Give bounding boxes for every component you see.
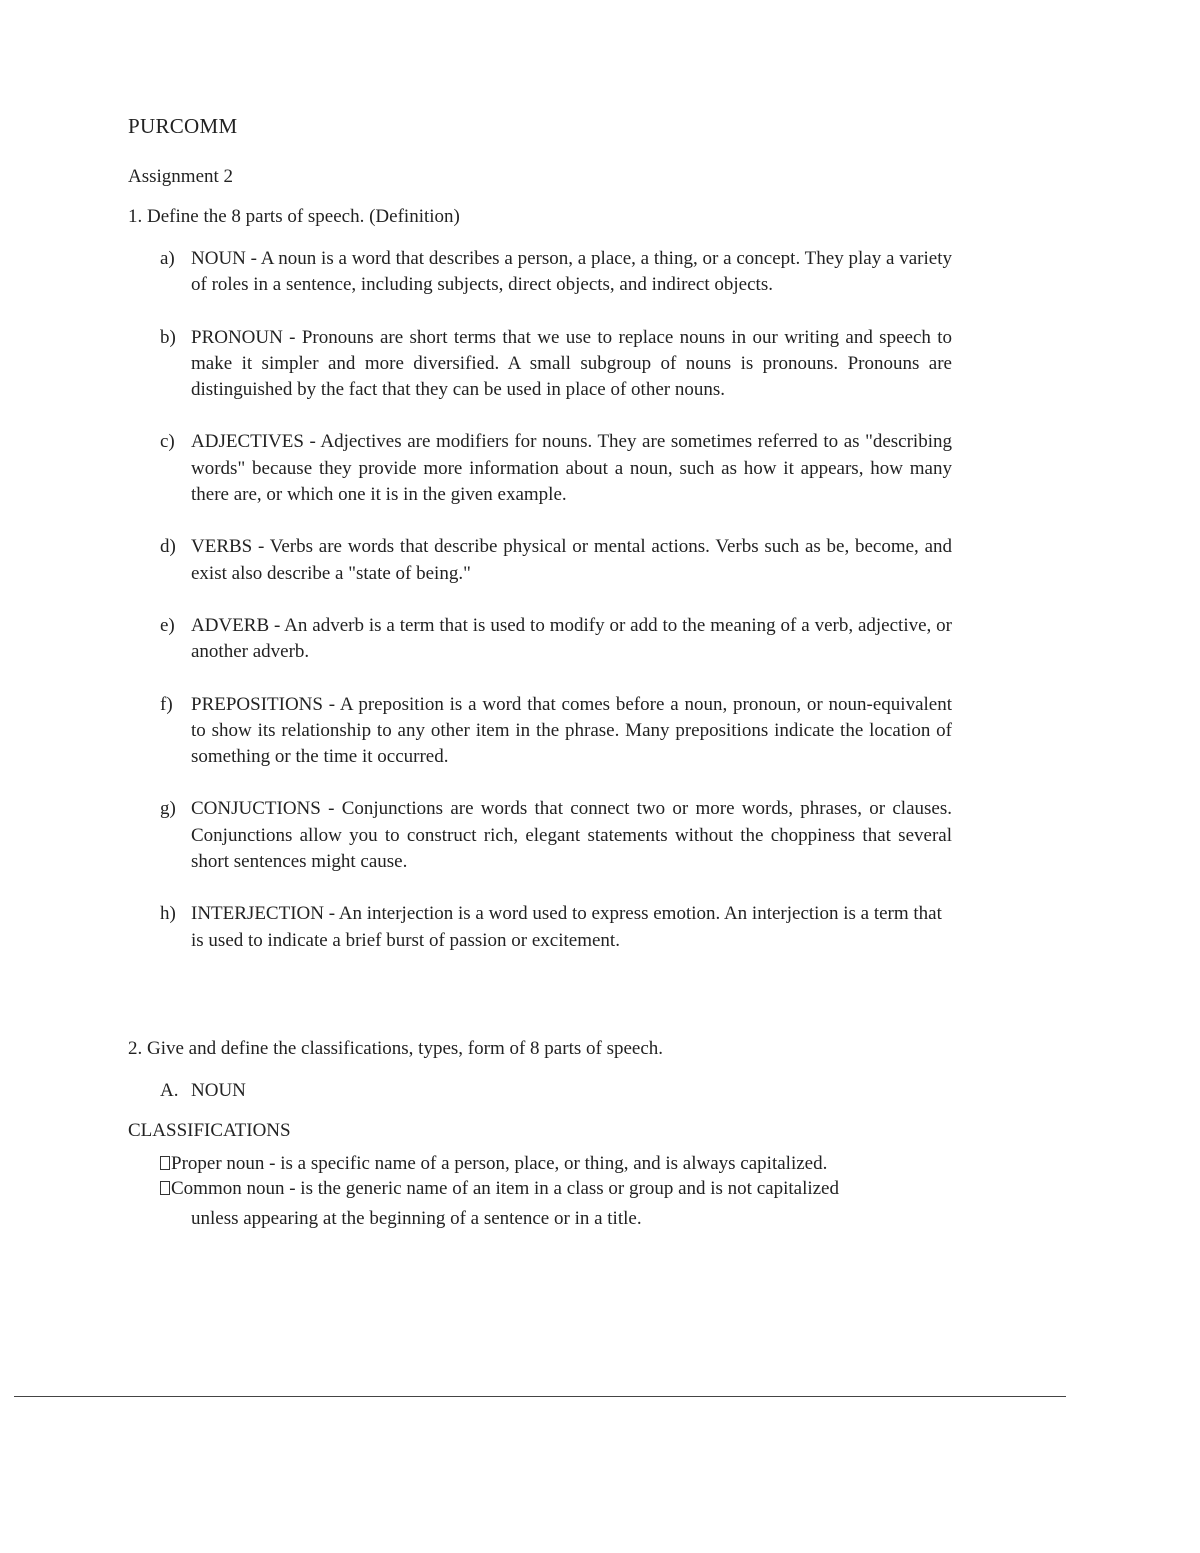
classifications-heading: CLASSIFICATIONS: [128, 1120, 291, 1141]
definition-text: PRONOUN - Pronouns are short terms that we use to replace nouns in our writing and speech to make it simpler and more diversified. A small subgroup of nouns is pronouns. Pronouns are distinguished by the fact that they can be used in place of other nouns.: [191, 326, 952, 401]
definition-conjunctions: [160, 796, 952, 875]
list-marker: h): [160, 903, 176, 925]
definition-noun: [160, 246, 952, 299]
definition-verbs: [160, 534, 952, 587]
section-a-heading: [160, 1080, 246, 1102]
definition-text: ADVERB - An adverb is a term that is used to modify or add to the meaning of a verb, adjective, or another adverb.: [191, 614, 952, 663]
list-marker: g): [160, 798, 176, 820]
list-marker: b): [160, 326, 176, 348]
list-marker: d): [160, 536, 176, 558]
bullet-common-noun: [160, 1176, 960, 1201]
section-title: NOUN: [191, 1080, 246, 1101]
list-marker: a): [160, 248, 175, 269]
classification-bullets: [160, 1151, 960, 1231]
list-marker: f): [160, 693, 173, 715]
definitions-list: [160, 246, 952, 980]
definition-interjection: [160, 901, 952, 954]
missing-glyph-box-icon: [160, 1156, 170, 1170]
definition-adverb: [160, 613, 952, 666]
definition-text: NOUN - A noun is a word that describes a person, a place, a thing, or a concept. They play a variety of roles in a sentence, including subjects, direct objects, and indirect objects.: [191, 248, 952, 296]
bullet-text: Common noun - is the generic name of an item in a class or group and is not capitalized: [171, 1178, 839, 1199]
missing-glyph-box-icon: [160, 1181, 170, 1195]
definition-text: CONJUCTIONS - Conjunctions are words that connect two or more words, phrases, or clauses. Conjunctions allow you to construct rich, elegant statements without the choppiness that several short sentences might cause.: [191, 798, 952, 873]
definition-text: INTERJECTION - An interjection is a word used to express emotion. An interjection is a term that is used to indicate a brief burst of passion or excitement.: [191, 903, 942, 951]
definition-pronoun: [160, 325, 952, 404]
course-title: PURCOMM: [128, 114, 238, 138]
bullet-proper-noun: [160, 1151, 960, 1176]
page-divider: [14, 1396, 1066, 1397]
question-2: 2. Give and define the classifications, types, form of 8 parts of speech.: [128, 1038, 664, 1059]
definition-adjectives: [160, 429, 952, 508]
definition-text: PREPOSITIONS - A preposition is a word that comes before a noun, pronoun, or noun-equivalent to show its relationship to any other item in the phrase. Many prepositions indicate the location of something or the time it occurred.: [191, 693, 952, 768]
assignment-title: Assignment 2: [128, 166, 234, 187]
definition-prepositions: [160, 692, 952, 771]
section-marker: A.: [160, 1080, 179, 1101]
definition-text: VERBS - Verbs are words that describe physical or mental actions. Verbs such as be, become, and exist also describe a "state of being.": [191, 536, 952, 584]
question-1: 1. Define the 8 parts of speech. (Definition): [128, 206, 460, 227]
list-marker: c): [160, 431, 175, 453]
bullet-continuation: unless appearing at the beginning of a sentence or in a title.: [191, 1208, 642, 1229]
bullet-text: Proper noun - is a specific name of a person, place, or thing, and is always capitalized.: [171, 1153, 828, 1174]
list-marker: e): [160, 614, 175, 636]
definition-text: ADJECTIVES - Adjectives are modifiers for nouns. They are sometimes referred to as "describing words" because they provide more information about a noun, such as how it appears, how many there are, or which one it is in the given example.: [191, 431, 952, 506]
